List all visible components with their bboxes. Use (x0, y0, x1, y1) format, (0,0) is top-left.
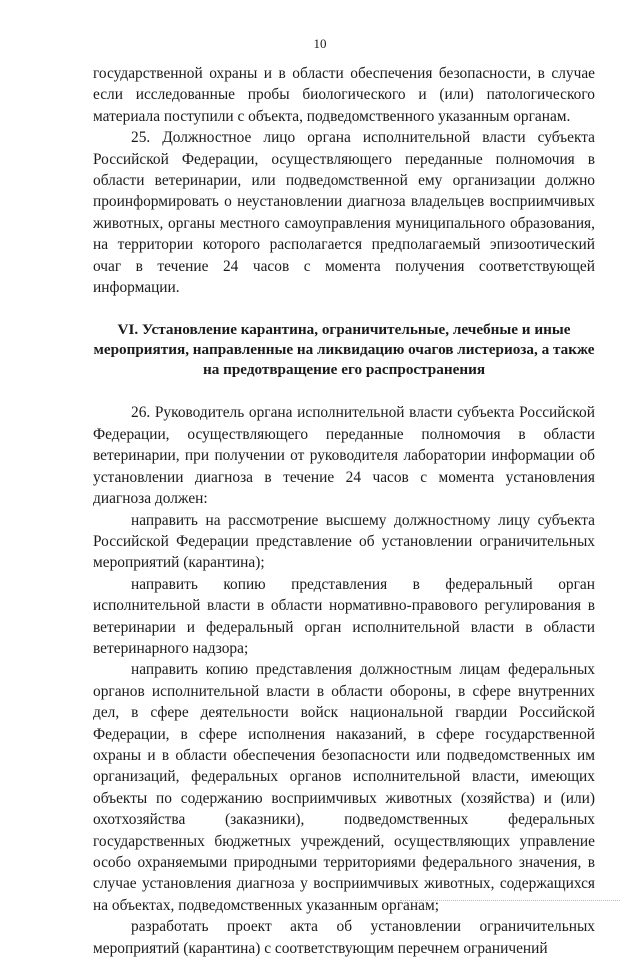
list-item-send-copy-officials: направить копию представления должностным лицам федеральных органов исполнительной власти в области обороны, в сфере внутренних дел, в сфере деятельности войск национальной гвардии Российской Федерации, в сфере исполнения наказаний, в сфере государственной охраны и в области обеспечения безопасности или подведомственных им организаций, федеральных органов исполнительной власти, имеющих объекты по содержанию восприимчивых животных (хозяйства) и (или) охотхозяйства (заказники), подведомственных федеральных государственных бюджетных учреждений, осуществляющих управление особо охраняемыми природными территориями федерального значения, в случае установления диагноза у восприимчивых животных, содержащихся на объектах, подведомственных указанным органам; (93, 661, 595, 914)
page-number: 10 (313, 36, 327, 51)
list-item-send-copy-federal: направить копию представления в федеральный орган исполнительной власти в области нормативно-правового регулирования в ветеринарии и федеральный орган исполнительной власти в области ветеринарного надзора; (93, 575, 595, 657)
paragraph-26: 26. Руководитель органа исполнительной власти субъекта Российской Федерации, осуществляющего переданные полномочия в области ветеринарии, при получении от руководителя лаборатории информации об установлении диагноза в течение 24 часов с момента установления диагноза должен: (93, 404, 595, 508)
list-item-submit-representation: направить на рассмотрение высшему должностному лицу субъекта Российской Федерации представление об установлении ограничительных мероприятий (карантина); (93, 511, 595, 572)
section-heading-vi: VI. Установление карантина, ограничительные, лечебные и иные мероприятия, направленные на ликвидацию очагов листериоза, а также на предотвращение его распространения (93, 321, 595, 379)
scan-edge-mark (400, 898, 620, 901)
list-item-develop-act: разработать проект акта об установлении ограничительных мероприятий (карантина) с соответствующим перечнем ограничений (93, 918, 595, 957)
paragraph-25: 25. Должностное лицо органа исполнительной власти субъекта Российской Федерации, осуществляющего переданные полномочия в области ветеринарии, или подведомственной ему организации должно проинформировать о неустановлении диагноза владельцев восприимчивых животных, органы местного самоуправления муниципального образования, на территории которого располагается предполагаемый эпизоотический очаг в течение 24 часов с момента получения соответствующей информации. (93, 129, 595, 297)
document-body (93, 63, 595, 959)
paragraph-continuation: государственной охраны и в области обеспечения безопасности, в случае если исследованные пробы биологического и (или) патологического материала поступили с объекта, подведомственного указанным органам. (93, 65, 595, 125)
